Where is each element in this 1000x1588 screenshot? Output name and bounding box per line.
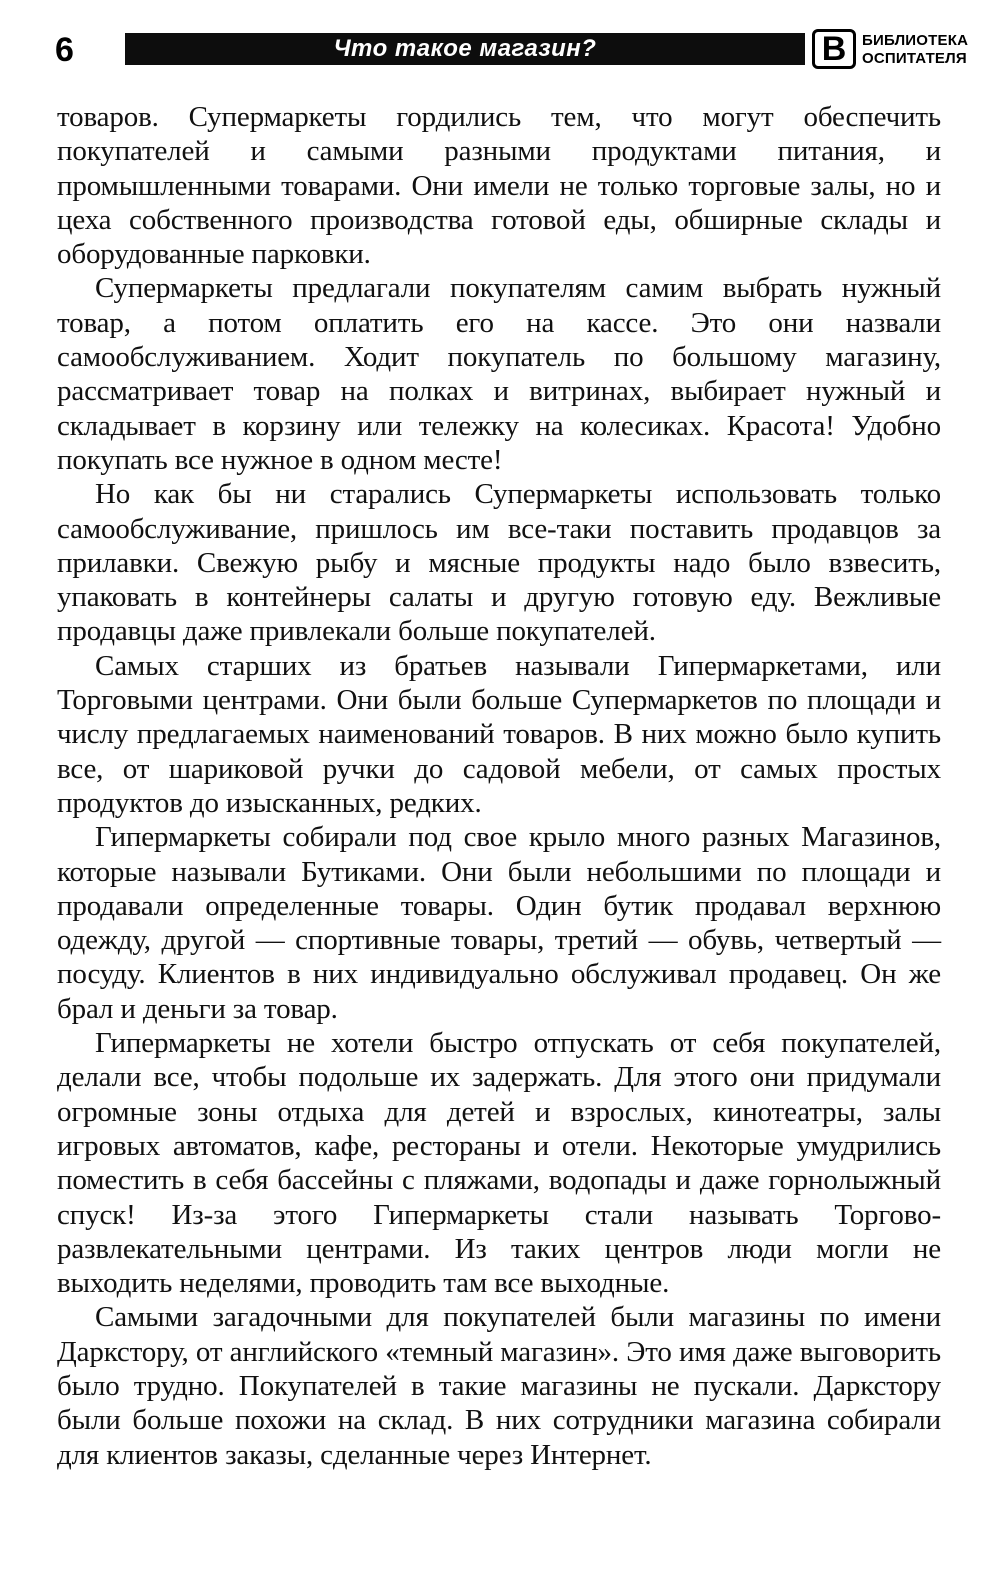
paragraph: Самых старших из братьев называли Гипермаркетами, или Торговыми центрами. Они были больше Супермаркетов по площади и числу предлагаемых наименований товаров. В них можно было купить все, от шариковой ручки до садовой мебели, от самых простых продуктов до изысканных, редких. [57, 649, 941, 819]
paragraph: Супермаркеты предлагали покупателям самим выбрать нужный товар, а потом оплатить его на кассе. Это они назвали самообслуживанием. Ходит покупатель по большому магазину, рассматривает товар на полках и витринах, выбирает нужный и складывает в корзину или тележку на колесиках. Красота! Удобно покупать все нужное в одном месте! [57, 272, 941, 476]
series-logo [812, 29, 969, 71]
logo-line-1: БИБЛИОТЕКА [862, 32, 969, 49]
page-number: 6 [55, 31, 74, 69]
paragraph: Гипермаркеты собирали под свое крыло много разных Магазинов, которые называли Бутиками. Они были небольшими по площади и продавали определенные товары. Один бутик продавал верхнюю одежду, другой — спортивные товары, третий — обувь, четвертый — посуду. Клиентов в них индивидуально обслуживал продавец. Он же брал и деньги за товар. [57, 821, 941, 1025]
chapter-title: Что такое магазин? [125, 33, 805, 65]
logo-letter: В [812, 29, 856, 69]
logo-line-2: ОСПИТАТЕЛЯ [862, 50, 967, 67]
paragraph: Самыми загадочными для покупателей были магазины по имени Даркстору, от английского «темный магазин». Это имя даже выговорить было трудно. Покупателей в такие магазины не пускали. Даркстору были больше похожи на склад. В них сотрудники магазина собирали для клиентов заказы, сделанные через Интернет. [57, 1301, 941, 1471]
body-text [57, 100, 941, 1472]
paragraph: товаров. Супермаркеты гордились тем, что могут обеспечить покупателей и самыми разными продуктами питания, и промышленными товарами. Они имели не только торговые залы, но и цеха собственного производства готовой еды, обширные склады и оборудованные парковки. [57, 101, 941, 271]
page-header [55, 27, 969, 73]
paragraph: Но как бы ни старались Супермаркеты использовать только самообслуживание, пришлось им все-таки поставить продавцов за прилавки. Свежую рыбу и мясные продукты надо было взвесить, упаковать в контейнеры салаты и другую готовую еду. Вежливые продавцы даже привлекали больше покупателей. [57, 478, 941, 648]
paragraph: Гипермаркеты не хотели быстро отпускать от себя покупателей, делали все, чтобы подольше их задержать. Для этого они придумали огромные зоны отдыха для детей и взрослых, кинотеатры, залы игровых автоматов, кафе, рестораны и отели. Некоторые умудрились поместить в себя бассейны с пляжами, водопады и даже горнолыжный спуск! Из-за этого Гипермаркеты стали называть Торгово-развлекательными центрами. Из таких центров люди могли не выходить неделями, проводить там все выходные. [57, 1027, 941, 1300]
